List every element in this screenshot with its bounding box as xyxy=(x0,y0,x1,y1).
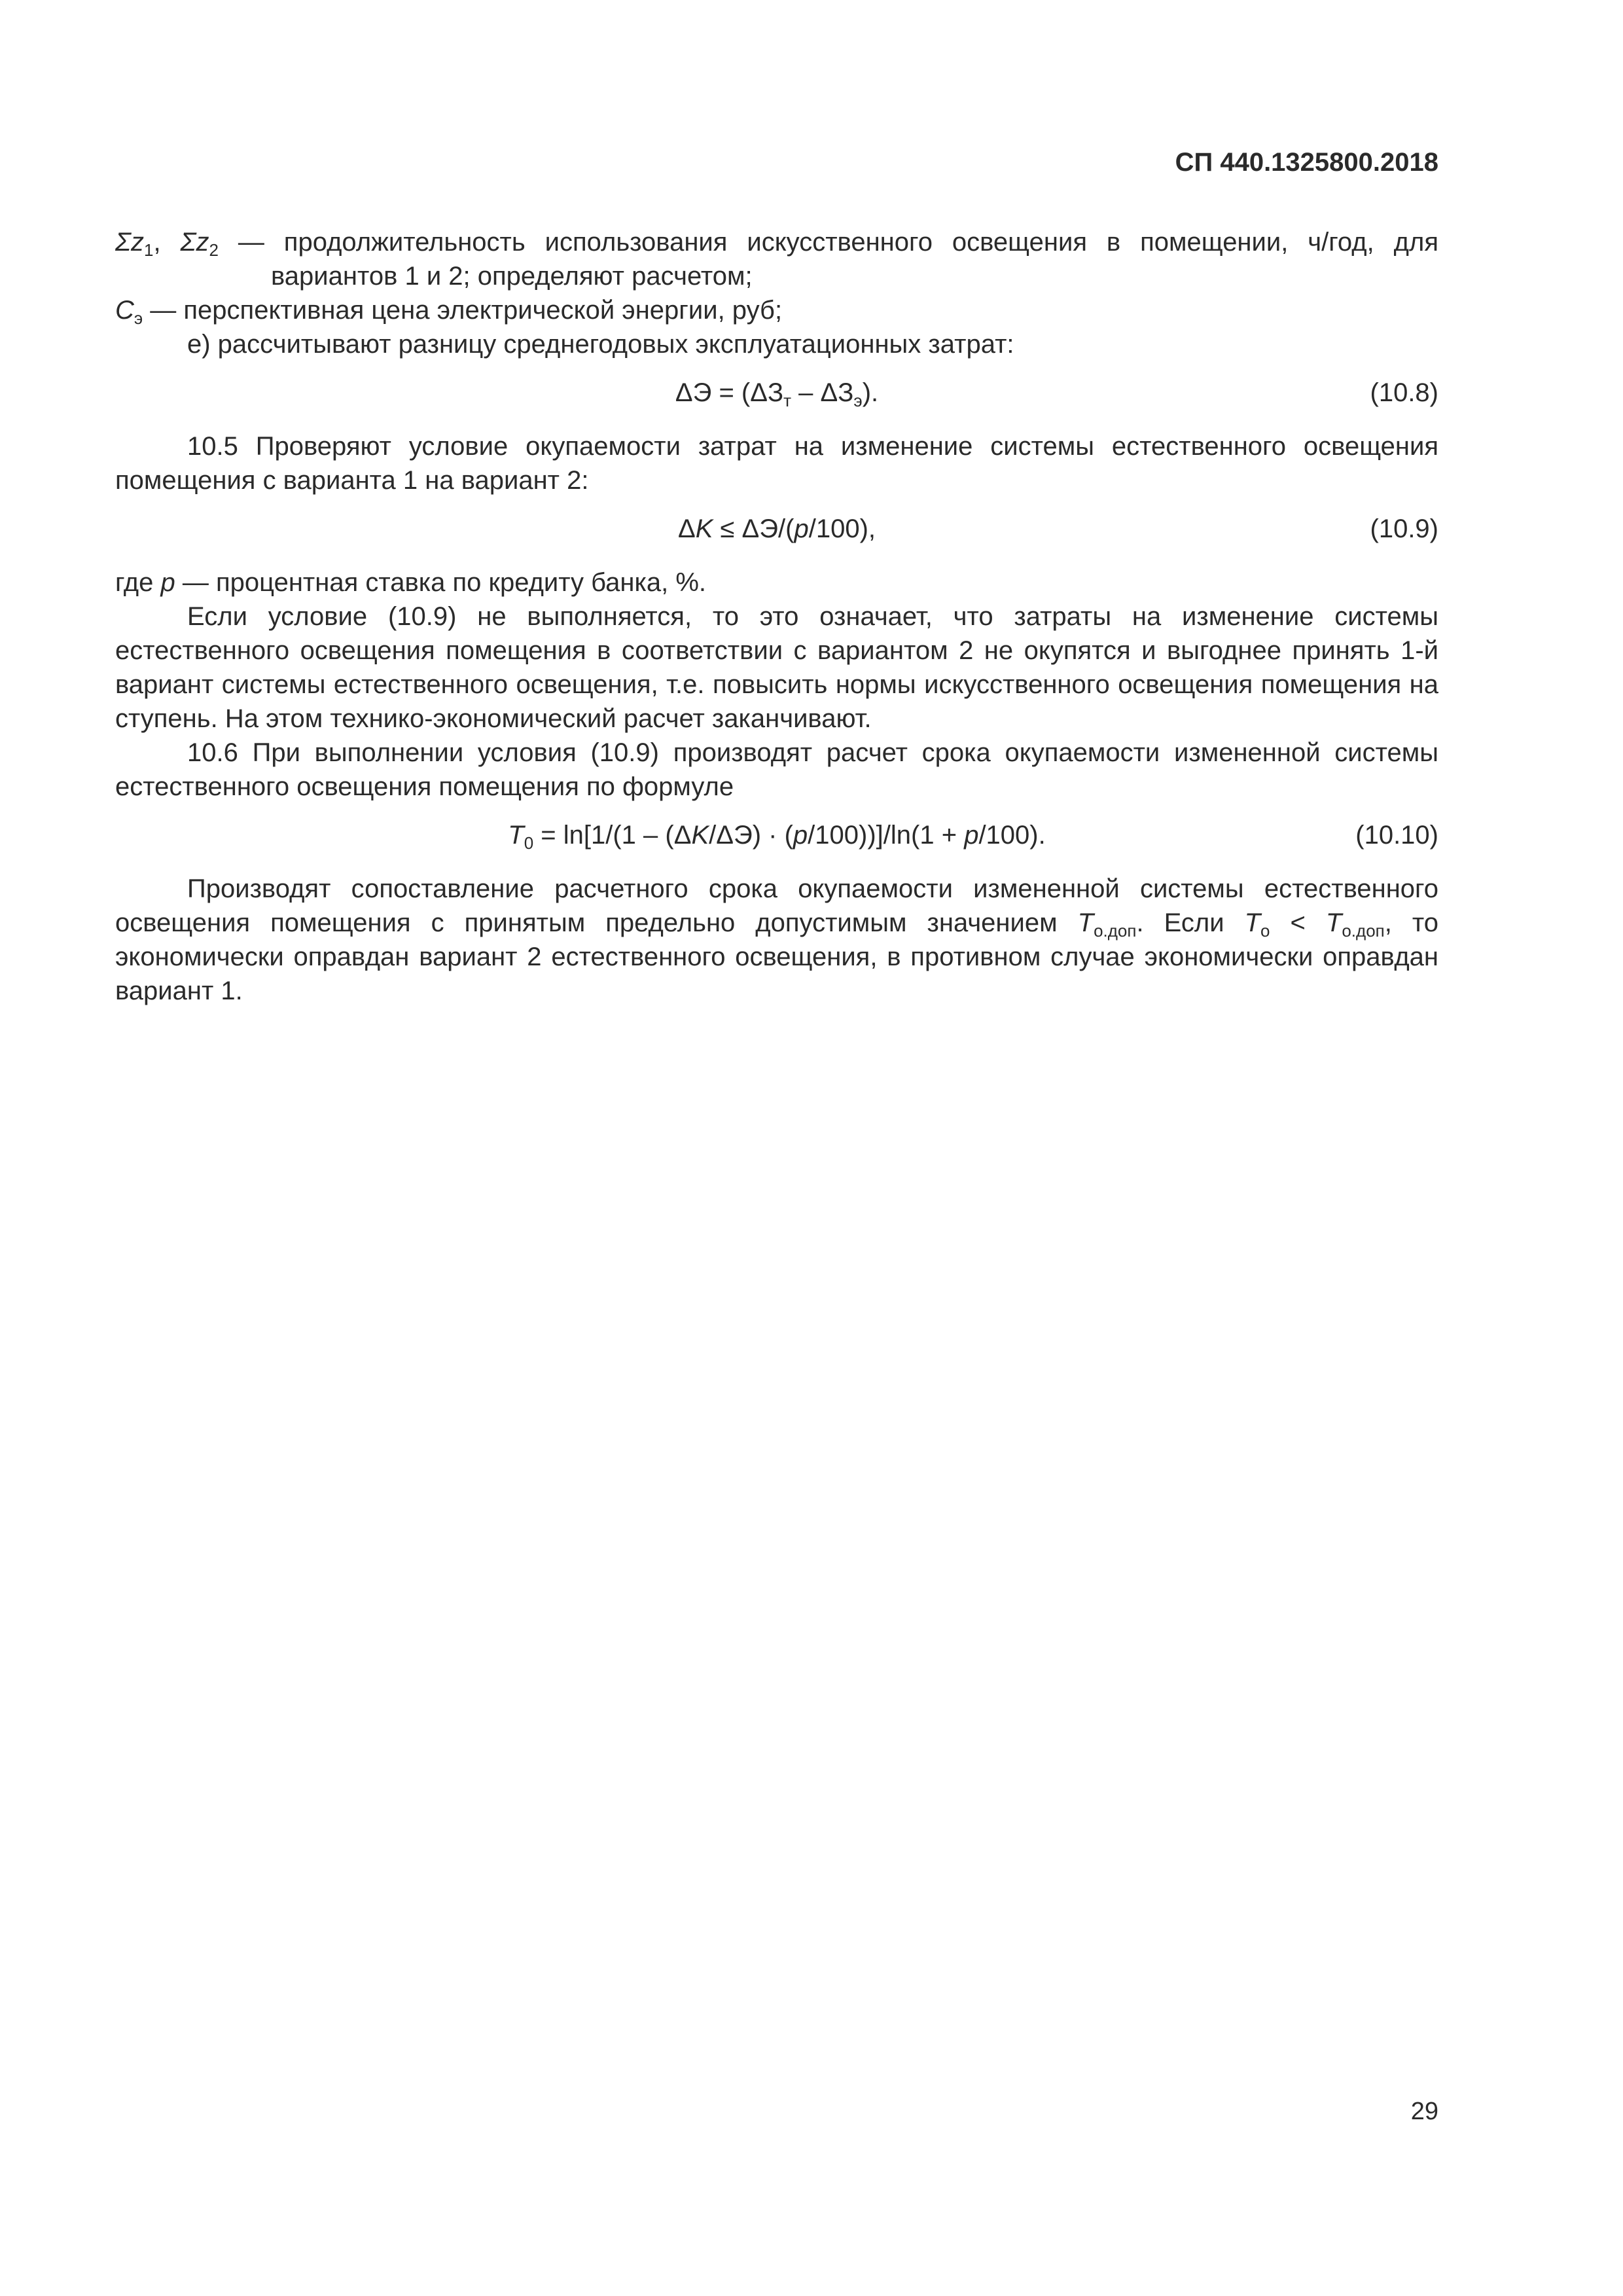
subscript: э xyxy=(853,391,863,410)
formula xyxy=(115,512,1438,546)
formula-part: ΔЭ = (ΔЗ xyxy=(675,378,784,407)
subscript: 0 xyxy=(524,833,534,853)
paragraph-comparison xyxy=(115,872,1438,1008)
symbol: Σz xyxy=(180,228,209,257)
formula-part: Δ xyxy=(677,514,696,543)
symbol: p xyxy=(793,821,808,850)
definition-sigma-z xyxy=(115,225,1438,293)
text-part: , то экономически оправдан вариант 2 естественного освещения, в противном случае экономически оправдан вариант 1. xyxy=(115,908,1439,1005)
subscript: э xyxy=(134,308,143,328)
equation-10-9 xyxy=(115,512,1438,546)
where-label: где xyxy=(115,568,161,597)
symbol: p xyxy=(964,821,979,850)
formula-part: /100), xyxy=(808,514,876,543)
definition-text: — процентная ставка по кредиту банка, %. xyxy=(175,568,707,597)
definition-p xyxy=(115,565,1438,600)
symbol: K xyxy=(691,821,709,850)
formula-part: /ΔЭ) · ( xyxy=(709,821,793,850)
equation-number: (10.9) xyxy=(1370,514,1438,543)
text-part: < xyxy=(1270,908,1326,937)
formula-part: /100))]/ln(1 + xyxy=(808,821,965,850)
item-e: е) рассчитывают разницу среднегодовых эксплуатационных затрат: xyxy=(187,330,1014,359)
definition-text: — продолжительность использования искусственного освещения в помещении, ч/год, для вариантов 1 и 2; определяют расчетом; xyxy=(218,228,1438,291)
section-10-6: 10.6 При выполнении условия (10.9) производят расчет срока окупаемости измененной системы естественного освещения помещения по формуле xyxy=(115,738,1438,801)
subscript: о.доп xyxy=(1342,921,1385,941)
symbol: K xyxy=(695,514,713,543)
formula-part: = ln[1/(1 – (Δ xyxy=(533,821,692,850)
subscript: о xyxy=(1260,921,1270,941)
formula xyxy=(115,818,1438,852)
equation-number: (10.8) xyxy=(1370,378,1438,407)
formula xyxy=(115,376,1438,410)
symbol: T xyxy=(508,821,524,850)
formula-part: ). xyxy=(862,378,879,407)
symbol: T xyxy=(1077,908,1094,937)
symbol: C xyxy=(115,296,134,325)
page-number: 29 xyxy=(1410,2098,1438,2125)
separator: , xyxy=(153,228,181,257)
subscript: о.доп xyxy=(1094,921,1137,941)
symbol: p xyxy=(794,514,809,543)
text-part: Производят сопоставление расчетного срока окупаемости измененной системы естественного освещения помещения с принятым предельно допустимым значением xyxy=(115,874,1438,937)
subscript: 1 xyxy=(143,240,154,260)
formula-part: ≤ ΔЭ/( xyxy=(713,514,794,543)
definition-text: — перспективная цена электрической энергии, руб; xyxy=(143,296,783,325)
formula-part: /100). xyxy=(978,821,1046,850)
symbol: p xyxy=(160,568,175,597)
document-code-header: СП 440.1325800.2018 xyxy=(1175,148,1438,177)
subscript: 2 xyxy=(209,240,219,260)
symbol: T xyxy=(1244,908,1261,937)
page-body xyxy=(115,225,1438,1008)
definition-ce xyxy=(115,293,1438,327)
equation-10-8 xyxy=(115,376,1438,410)
equation-10-10 xyxy=(115,818,1438,852)
symbol: T xyxy=(1325,908,1342,937)
section-10-5: 10.5 Проверяют условие окупаемости затрат на изменение системы естественного освещения помещения с варианта 1 на вариант 2: xyxy=(115,432,1438,495)
symbol: Σz xyxy=(115,228,144,257)
text-part: . Если xyxy=(1136,908,1245,937)
subscript: т xyxy=(783,391,792,410)
formula-part: – ΔЗ xyxy=(791,378,854,407)
paragraph-condition: Если условие (10.9) не выполняется, то это означает, что затраты на изменение системы естественного освещения помещения в соответствии с вариантом 2 не окупятся и выгоднее принять 1-й вариант системы естественного освещения, т.е. повысить нормы искусственного освещения помещения на ступень. На этом технико-экономический расчет заканчивают. xyxy=(115,602,1438,733)
equation-number: (10.10) xyxy=(1355,821,1438,850)
